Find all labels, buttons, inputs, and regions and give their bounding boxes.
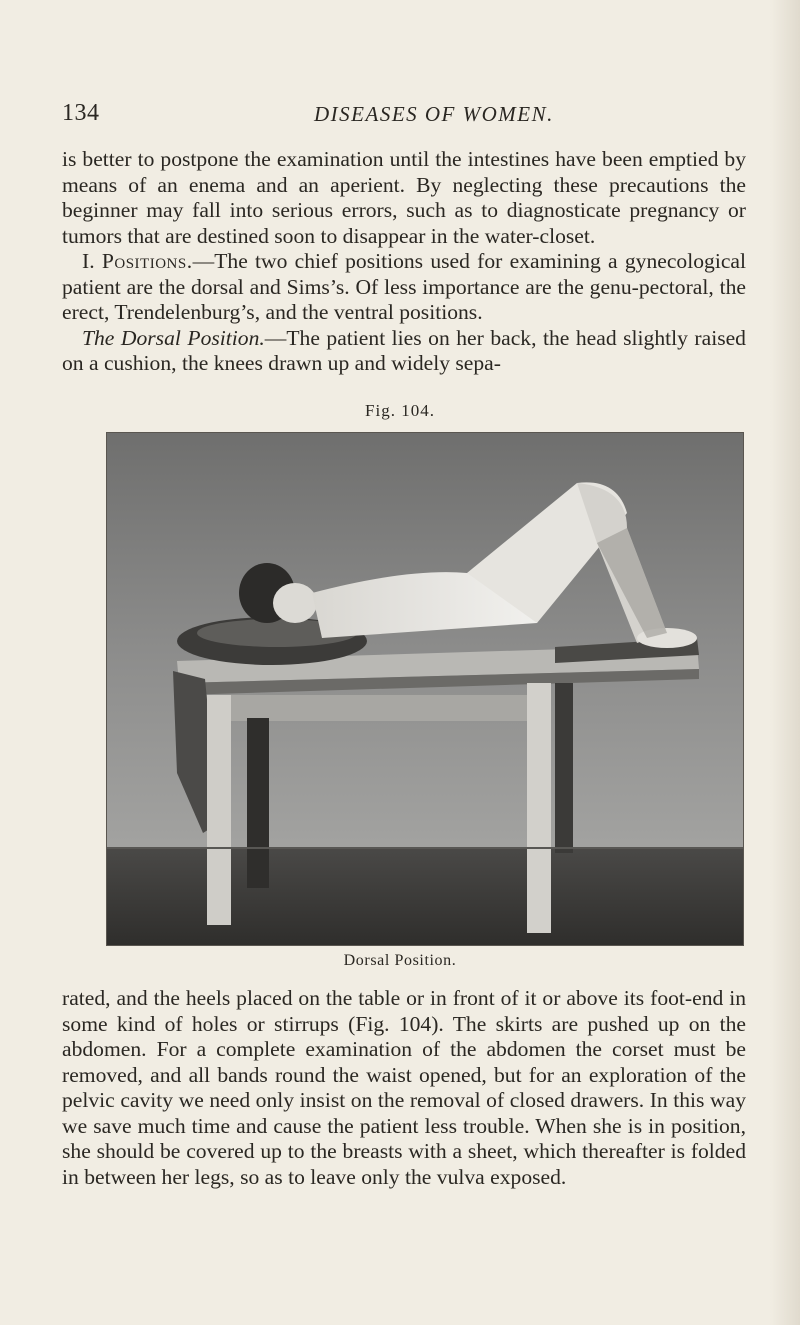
figure-photograph bbox=[106, 432, 744, 946]
body-text-top bbox=[62, 147, 746, 377]
table-leg bbox=[527, 683, 551, 933]
figure-caption: Dorsal Position. bbox=[343, 952, 457, 969]
body-text-bottom bbox=[62, 986, 746, 1190]
page-number: 134 bbox=[62, 100, 100, 126]
patient-face bbox=[273, 583, 317, 623]
paragraph-positions bbox=[62, 249, 746, 326]
paragraph-dorsal bbox=[62, 326, 746, 377]
paragraph-continued: rated, and the heels placed on the table or in front of it or above its foot-end in some kind of holes or stirrups (Fig. 104). The skirts are pushed up on the abdomen. For a complete examination of the abdomen the corset must be removed, and all bands round the waist opened, but for an exploration of the pelvic cavity we need only insist on the removal of closed drawers. In this way we save much time and cause the patient less trouble. When she is in position, she should be covered up to the breasts with a sheet, which thereafter is folded in between her legs, so as to leave only the vulva exposed. bbox=[62, 986, 746, 1189]
table-apron bbox=[199, 695, 549, 721]
running-title: DISEASES OF WOMEN. bbox=[314, 102, 554, 126]
positions-numeral: I. bbox=[82, 249, 95, 273]
table-leg bbox=[207, 695, 231, 925]
figure-label: Fig. 104. bbox=[365, 401, 435, 420]
running-head bbox=[62, 100, 740, 134]
table-leg-back bbox=[247, 718, 269, 888]
dorsal-heading: The Dorsal Position. bbox=[82, 325, 265, 350]
paragraph-continuation: is better to postpone the examination until the intestines have been emptied by means of an enema and an aperient. By neglecting these precautions the beginner may fall into serious errors, such as to diagnosticate pregnancy or tumors that are destined soon to disappear in the water-closet. bbox=[62, 147, 746, 248]
positions-heading: Positions. bbox=[101, 249, 193, 273]
table-leg-back bbox=[555, 683, 573, 853]
dorsal-position-photo bbox=[107, 433, 743, 945]
positions-text: —The two chief positions used for examining a gynecological patient are the dorsal and Sims’s. Of less importance are the genu-pectoral, the erect, Trendelenburg’s, and the ventral positions. bbox=[62, 249, 746, 324]
photo-floor bbox=[107, 848, 743, 945]
dorsal-text: —The patient lies on her back, the head slightly raised on a cushion, the knees drawn up and widely sepa- bbox=[62, 325, 746, 375]
page-edge-shadow bbox=[770, 0, 800, 1325]
